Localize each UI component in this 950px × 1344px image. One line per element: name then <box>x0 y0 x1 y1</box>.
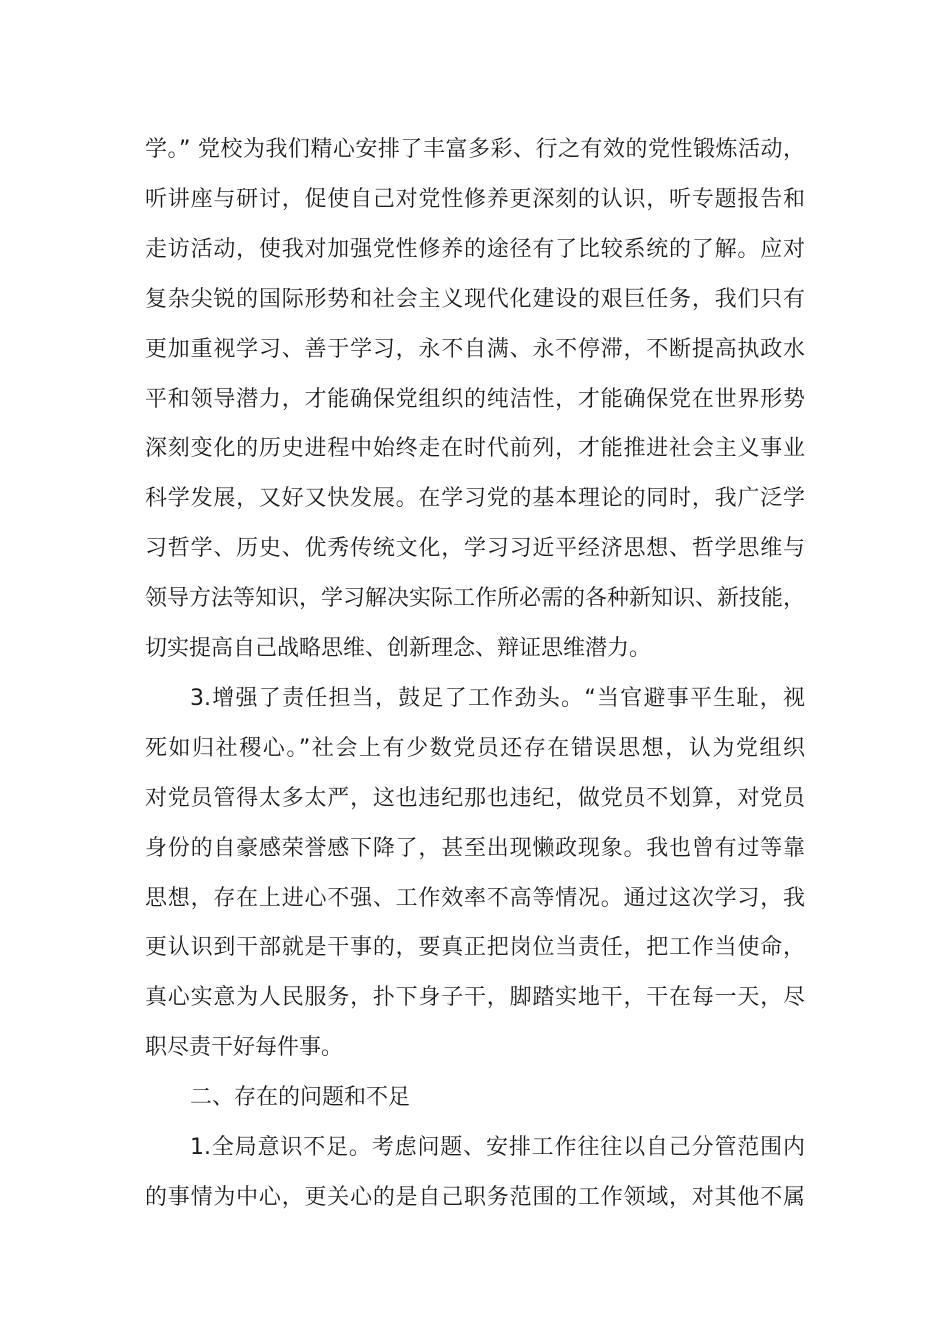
text-line: 听讲座与研讨，促使自己对党性修养更深刻的认识，听专题报告和 <box>145 187 805 212</box>
text-line: 对党员管得太多太严，这也违纪那也违纪，做党员不划算，对党员 <box>145 786 805 811</box>
text-line: 思想，存在上进心不强、工作效率不高等情况。通过这次学习，我 <box>145 886 805 911</box>
text-line: 真心实意为人民服务，扑下身子干，脚踏实地干，干在每一天，尽 <box>145 985 805 1010</box>
text-line: 更加重视学习、善于学习，永不自满、永不停滞，不断提高执政水 <box>145 337 805 362</box>
text-line: 切实提高自己战略思维、创新理念、辩证思维潜力。 <box>145 636 652 661</box>
text-line: 平和领导潜力，才能确保党组织的纯洁性，才能确保党在世界形势 <box>145 387 805 412</box>
text-line: 1.全局意识不足。考虑问题、安排工作往往以自己分管范围内 <box>190 1135 805 1160</box>
text-line: 领导方法等知识，学习解决实际工作所必需的各种新知识、新技能， <box>145 586 806 611</box>
text-line: 深刻变化的历史进程中始终走在时代前列，才能推进社会主义事业 <box>145 436 805 461</box>
text-line: 死如归社稷心。”社会上有少数党员还存在错误思想，认为党组织 <box>145 736 805 761</box>
text-line: 走访活动，使我对加强党性修养的途径有了比较系统的了解。应对 <box>145 237 805 262</box>
text-line: 更认识到干部就是干事的，要真正把岗位当责任，把工作当使命， <box>145 935 805 960</box>
text-line: 学。” 党校为我们精心安排了丰富多彩、行之有效的党性锻炼活动， <box>145 137 805 162</box>
text-line: 二、存在的问题和不足 <box>190 1085 411 1110</box>
text-line: 的事情为中心，更关心的是自己职务范围的工作领域，对其他不属 <box>145 1185 805 1210</box>
text-line: 复杂尖锐的国际形势和社会主义现代化建设的艰巨任务，我们只有 <box>145 287 805 312</box>
text-line: 3.增强了责任担当，鼓足了工作劲头。“当官避事平生耻，视 <box>190 686 805 711</box>
text-line: 科学发展，又好又快发展。在学习党的基本理论的同时，我广泛学 <box>145 486 805 511</box>
text-line: 身份的自豪感荣誉感下降了，甚至出现懒政现象。我也曾有过等靠 <box>145 836 805 861</box>
text-line: 职尽责干好每件事。 <box>145 1035 344 1060</box>
text-line: 习哲学、历史、优秀传统文化，学习习近平经济思想、哲学思维与 <box>145 536 805 561</box>
